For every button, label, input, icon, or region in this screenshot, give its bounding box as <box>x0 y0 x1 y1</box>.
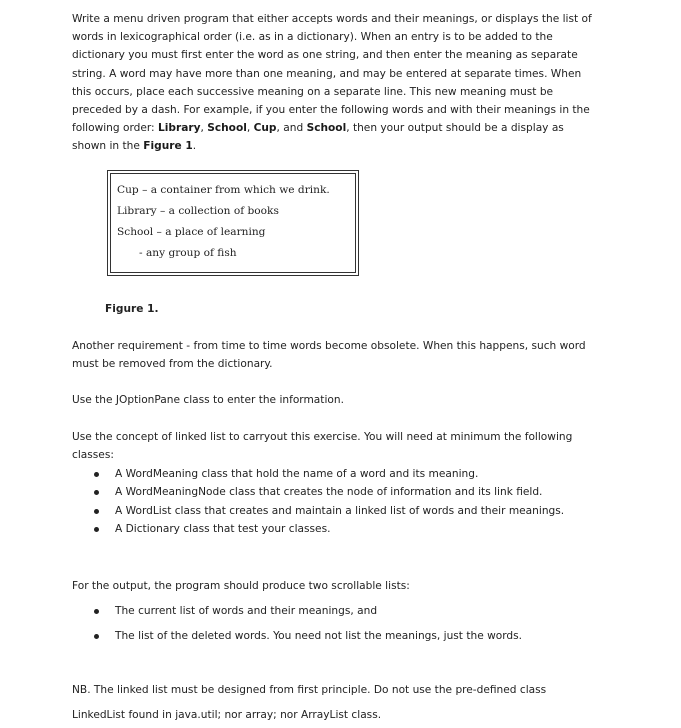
word-school: School <box>207 122 247 135</box>
intro-text: Write a menu driven program that either accepts words and their meanings, or displays the list of words in lexicographical order (i.e. as in a dictionary). When an entry is to be added to the dictionary you must first enter the word as one string, and then enter the meaning as separate string. A word may have more than one meaning, and may be entered at separate times. When this occurs, place each successive meaning on a separate line. This new meaning must be preceded by a dash. For example, if you enter the following words and with their meanings in the following order: Library, School, Cup, and School, then your output should be a display as shown in the Figure 1. <box>72 13 592 153</box>
list-item: A Dictionary class that test your classes. <box>72 520 596 538</box>
figure-line-library: Library – a collection of books <box>117 205 279 217</box>
joptionpane-paragraph: Use the JOptionPane class to enter the information. <box>72 394 344 406</box>
word-school-2: School <box>306 122 347 135</box>
word-library: Library <box>158 122 201 135</box>
list-item: The list of the deleted words. You need not list the meanings, just the words. <box>72 624 596 649</box>
list-item: A WordMeaningNode class that creates the node of information and its link field. <box>72 483 596 501</box>
figure-line-school: School – a place of learning <box>117 226 266 238</box>
output-paragraph: For the output, the program should produce two scrollable lists: The current list of words and their meanings, and The list of the deleted words. You need not list the meanings, just the words. <box>72 578 596 649</box>
nb-note: NB. The linked list must be designed from first principle. Do not use the pre-defined class LinkedList found in java.util; nor array; nor ArrayList class. <box>72 684 547 721</box>
word-cup: Cup <box>253 122 277 135</box>
figure-1-content <box>110 173 356 273</box>
list-item: The current list of words and their meanings, and <box>72 599 596 624</box>
figure-1-box <box>107 170 359 276</box>
obsolete-paragraph: Another requirement - from time to time words become obsolete. When this happens, such word must be removed from the dictionary. <box>72 340 586 370</box>
figure-line-school-2: - any group of fish <box>139 247 237 259</box>
figure-reference: Figure 1 <box>143 140 193 153</box>
figure-line-cup: Cup – a container from which we drink. <box>117 184 330 196</box>
list-item: A WordList class that creates and maintain a linked list of words and their meanings. <box>72 502 596 520</box>
classes-list <box>72 465 596 538</box>
intro-paragraph <box>72 10 596 156</box>
linked-list-paragraph: Use the concept of linked list to carryout this exercise. You will need at minimum the following classes: A WordMeaning class that hold the name of a word and its meaning. A WordMeaningNode class that creates the node of information and its link field. A WordList class that creates and maintain a linked list of words and their meanings. A Dictionary class that test your classes. <box>72 429 596 538</box>
list-item: A WordMeaning class that hold the name of a word and its meaning. <box>72 465 596 483</box>
figure-caption: Figure 1. <box>105 303 159 315</box>
outputs-list <box>72 599 596 649</box>
